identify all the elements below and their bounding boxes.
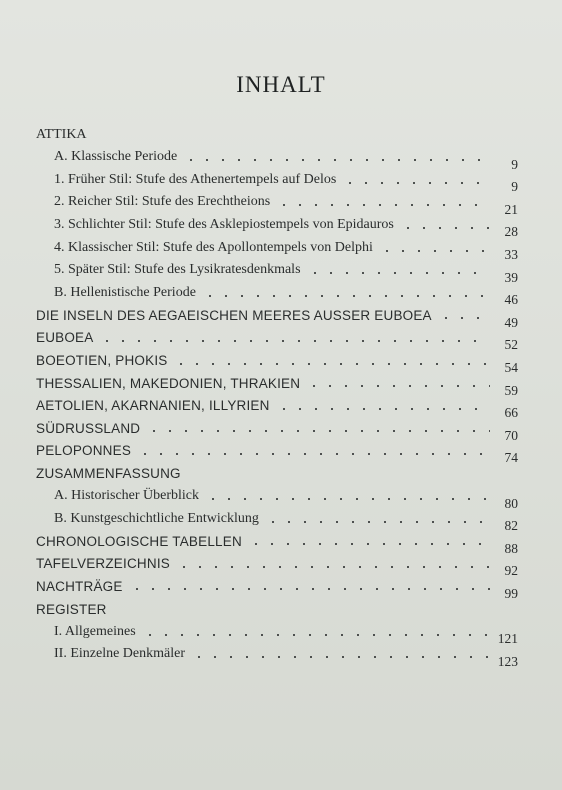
toc-page-number: 123 [497, 653, 518, 669]
toc-entry-label: A. Klassische Periode [54, 149, 178, 165]
toc-entry [36, 596, 518, 619]
toc-entry-label: 2. Reicher Stil: Stufe des Erechtheions [54, 194, 271, 210]
toc-entry [36, 416, 518, 443]
toc-page-number: 52 [504, 337, 518, 353]
toc-entry [36, 348, 518, 376]
toc-entry-label: A. Historischer Überblick [54, 488, 200, 504]
toc-entry-label: THESSALIEN, MAKEDONIEN, THRAKIEN [36, 375, 301, 391]
dot-leader [438, 317, 490, 319]
toc-entry [36, 619, 518, 647]
toc-entry-label: BOEOTIEN, PHOKIS [36, 353, 168, 369]
toc-entry [36, 190, 518, 217]
dot-leader [342, 182, 490, 184]
toc-entry-label: 3. Schlichter Stil: Stufe des Asklepiostempels von Epidauros [54, 216, 394, 232]
toc-entry-label: ZUSAMMENFASSUNG [36, 466, 181, 481]
toc-entry [36, 574, 518, 601]
toc-page-number: 54 [504, 360, 518, 376]
toc-entry-label: SÜDRUSSLAND [36, 420, 141, 436]
toc-entry [36, 167, 518, 195]
toc-entry-label: I. Allgemeines [54, 623, 136, 639]
toc-entry [36, 371, 518, 398]
dot-leader [205, 498, 490, 500]
toc-entry-label: ATTIKA [36, 126, 87, 142]
toc-page-number: 46 [504, 292, 518, 308]
toc-entry [36, 551, 518, 579]
toc-entry-label: TAFELVERZEICHNIS [36, 556, 170, 572]
toc-page-number: 59 [504, 382, 518, 398]
dot-leader [129, 588, 490, 590]
toc-page-number: 39 [504, 269, 518, 285]
toc-entry-label: B. Kunstgeschichtliche Entwicklung [54, 510, 259, 526]
toc-entry-label: NACHTRÄGE [36, 578, 123, 594]
dot-leader [379, 250, 490, 252]
toc-page-number: 21 [504, 201, 518, 217]
toc-entry [36, 642, 518, 669]
dot-leader [400, 227, 490, 229]
toc-entry-attika [36, 122, 518, 145]
toc-page-number: 82 [504, 518, 518, 534]
dot-leader [146, 430, 490, 432]
toc-entry [36, 235, 518, 263]
dot-leader [176, 566, 490, 568]
toc-page-number: 92 [504, 563, 518, 579]
toc-entry [36, 303, 518, 330]
dot-leader [276, 408, 490, 410]
dot-leader [202, 295, 490, 297]
toc-entry-label: AETOLIEN, AKARNANIEN, ILLYRIEN [36, 398, 270, 414]
toc-entry [36, 212, 518, 240]
toc-entry-label: 5. Später Stil: Stufe des Lysikratesdenkmals [54, 262, 301, 278]
toc-entry-label: 1. Früher Stil: Stufe des Athenertempels auf Delos [54, 171, 337, 187]
toc-entry [36, 258, 518, 285]
toc-entry-label: DIE INSELN DES AEGAEISCHEN MEERES AUSSER EUBOEA [36, 307, 432, 323]
dot-leader [173, 363, 490, 365]
toc-page-number: 80 [504, 495, 518, 511]
dot-leader [307, 272, 490, 274]
toc-entry [36, 280, 518, 308]
toc-page-number: 33 [504, 247, 518, 263]
toc-entry-label: CHRONOLOGISCHE TABELLEN [36, 533, 242, 549]
toc-entry [36, 484, 518, 511]
toc-entry [36, 393, 518, 421]
toc-page-number: 99 [504, 585, 518, 601]
toc-entry-label: 4. Klassischer Stil: Stufe des Apollontempels von Delphi [54, 239, 373, 255]
toc-entry [36, 506, 518, 534]
toc-page-number: 9 [511, 156, 518, 172]
toc-page-number: 121 [497, 631, 518, 647]
dot-leader [142, 634, 490, 636]
table-of-contents [36, 122, 518, 669]
toc-entry-label: PELOPONNES [36, 443, 132, 459]
toc-entry-label: B. Hellenistische Periode [54, 284, 196, 300]
dot-leader [276, 204, 490, 206]
dot-leader [248, 543, 490, 545]
dot-leader [137, 453, 490, 455]
dot-leader [183, 159, 490, 161]
dot-leader [191, 656, 490, 658]
toc-entry [36, 438, 518, 466]
dot-leader [99, 340, 490, 342]
toc-page-number: 70 [504, 427, 518, 443]
toc-entry [36, 325, 518, 353]
dot-leader [265, 521, 490, 523]
page-title: INHALT [236, 72, 326, 97]
dot-leader [306, 385, 490, 387]
toc-entry-label: REGISTER [36, 601, 107, 617]
toc-page-number: 9 [511, 179, 518, 195]
toc-page-number: 88 [504, 540, 518, 556]
toc-page-number: 28 [504, 224, 518, 240]
toc-entry [36, 461, 518, 484]
toc-entry [36, 145, 518, 172]
toc-entry-label: EUBOEA [36, 330, 94, 346]
toc-entry [36, 529, 518, 556]
toc-entry-label: II. Einzelne Denkmäler [54, 646, 185, 662]
toc-page-number: 49 [504, 314, 518, 330]
toc-page-number: 66 [504, 405, 518, 421]
toc-page-number: 74 [504, 450, 518, 466]
